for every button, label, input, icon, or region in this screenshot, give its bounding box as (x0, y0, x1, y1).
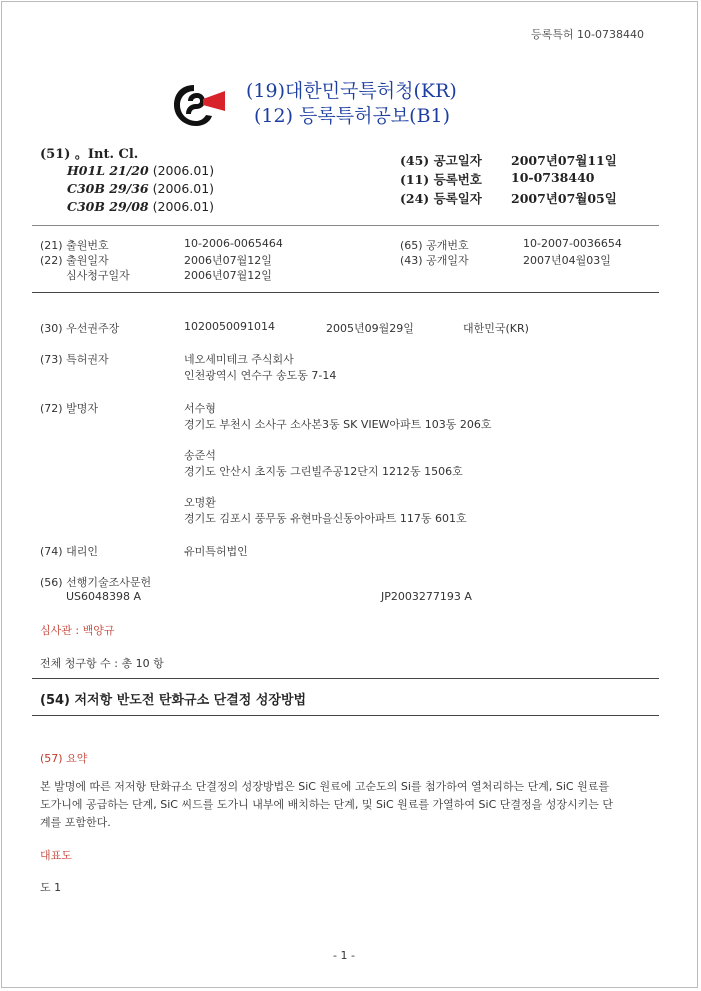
priority-label: (30) 우선권주장 (40, 322, 120, 335)
invention-title: (54) 저저항 반도전 탄화규소 단결정 성장방법 (40, 693, 307, 708)
divider (32, 678, 659, 679)
reg-date-label: (24) 등록일자 (400, 191, 482, 206)
patentee-address: 인천광역시 연수구 송도동 7-14 (184, 369, 337, 382)
inventor-name: 송준석 (184, 449, 216, 462)
publication-type: (12) 등록특허공보(B1) (254, 105, 451, 127)
int-cl-entry: H01L 21/20 (2006.01) (67, 163, 215, 178)
app-date-label: (22) 출원일자 (40, 254, 109, 267)
prior-art-doc: US6048398 A (66, 590, 142, 603)
abstract-line: 도가니에 공급하는 단계, SiC 씨드를 도가니 내부에 배치하는 단계, 및 SiC 원료를 가열하여 SiC 단결정을 성장시키는 단 (40, 798, 614, 811)
rep-figure-label: 대표도 (40, 849, 72, 862)
abstract-line: 계를 포함한다. (40, 816, 111, 829)
priority-number: 1020050091014 (184, 320, 275, 333)
inventor-name: 오명환 (184, 496, 216, 509)
patentee-name: 네오세미테크 주식회사 (184, 353, 294, 366)
examiner: 심사관 : 백양규 (40, 624, 115, 637)
exam-request-label: 심사청구일자 (66, 269, 130, 282)
inventor-name: 서수형 (184, 402, 216, 415)
app-number-label: (21) 출원번호 (40, 239, 109, 252)
pub-date-label: (45) 공고일자 (400, 153, 482, 168)
open-number-label: (65) 공개번호 (400, 239, 469, 252)
int-cl-entry: C30B 29/36 (2006.01) (67, 181, 215, 196)
office-name: (19)대한민국특허청(KR) (246, 80, 457, 102)
inventor-address: 경기도 부천시 소사구 소사본3동 SK VIEW아파트 103동 206호 (184, 418, 492, 431)
open-date-label: (43) 공개일자 (400, 254, 469, 267)
kipo-emblem-icon (170, 79, 228, 131)
abstract-label: (57) 요약 (40, 752, 88, 765)
int-cl-entry: C30B 29/08 (2006.01) (67, 199, 215, 214)
reg-number-value: 10-0738440 (511, 170, 595, 185)
divider (32, 715, 659, 716)
int-cl-label: (51) 。Int. Cl. (40, 147, 139, 162)
page-number: - 1 - (333, 949, 355, 962)
page-header: 등록특허 10-0738440 (531, 28, 644, 41)
agent-value: 유미특허법인 (184, 545, 248, 558)
inventor-address: 경기도 김포시 풍무동 유현마을신동아아파트 117동 601호 (184, 512, 467, 525)
prior-art-doc: JP2003277193 A (381, 590, 472, 603)
app-number-value: 10-2006-0065464 (184, 237, 283, 250)
open-number-value: 10-2007-0036654 (523, 237, 622, 250)
divider (32, 225, 659, 226)
priority-country: 대한민국(KR) (463, 322, 529, 335)
open-date-value: 2007년04월03일 (523, 254, 611, 267)
prior-art-label: (56) 선행기술조사문헌 (40, 576, 152, 589)
reg-date-value: 2007년07월05일 (511, 191, 617, 206)
abstract-line: 본 발명에 따른 저저항 탄화규소 단결정의 성장방법은 SiC 원료에 고순도의 Si를 첨가하여 열처리하는 단계, SiC 원료를 (40, 780, 609, 793)
app-date-value: 2006년07월12일 (184, 254, 272, 267)
pub-date-value: 2007년07월11일 (511, 153, 617, 168)
divider (32, 292, 659, 293)
priority-date: 2005년09월29일 (326, 322, 414, 335)
claims-count: 전체 청구항 수 : 총 10 항 (40, 657, 164, 670)
reg-number-label: (11) 등록번호 (400, 172, 482, 187)
rep-figure-value: 도 1 (40, 881, 62, 894)
inventor-address: 경기도 안산시 초지동 그린빌주공12단지 1212동 1506호 (184, 465, 463, 478)
inventors-label: (72) 발명자 (40, 402, 98, 415)
patentee-label: (73) 특허권자 (40, 353, 109, 366)
exam-request-value: 2006년07월12일 (184, 269, 272, 282)
agent-label: (74) 대리인 (40, 545, 98, 558)
